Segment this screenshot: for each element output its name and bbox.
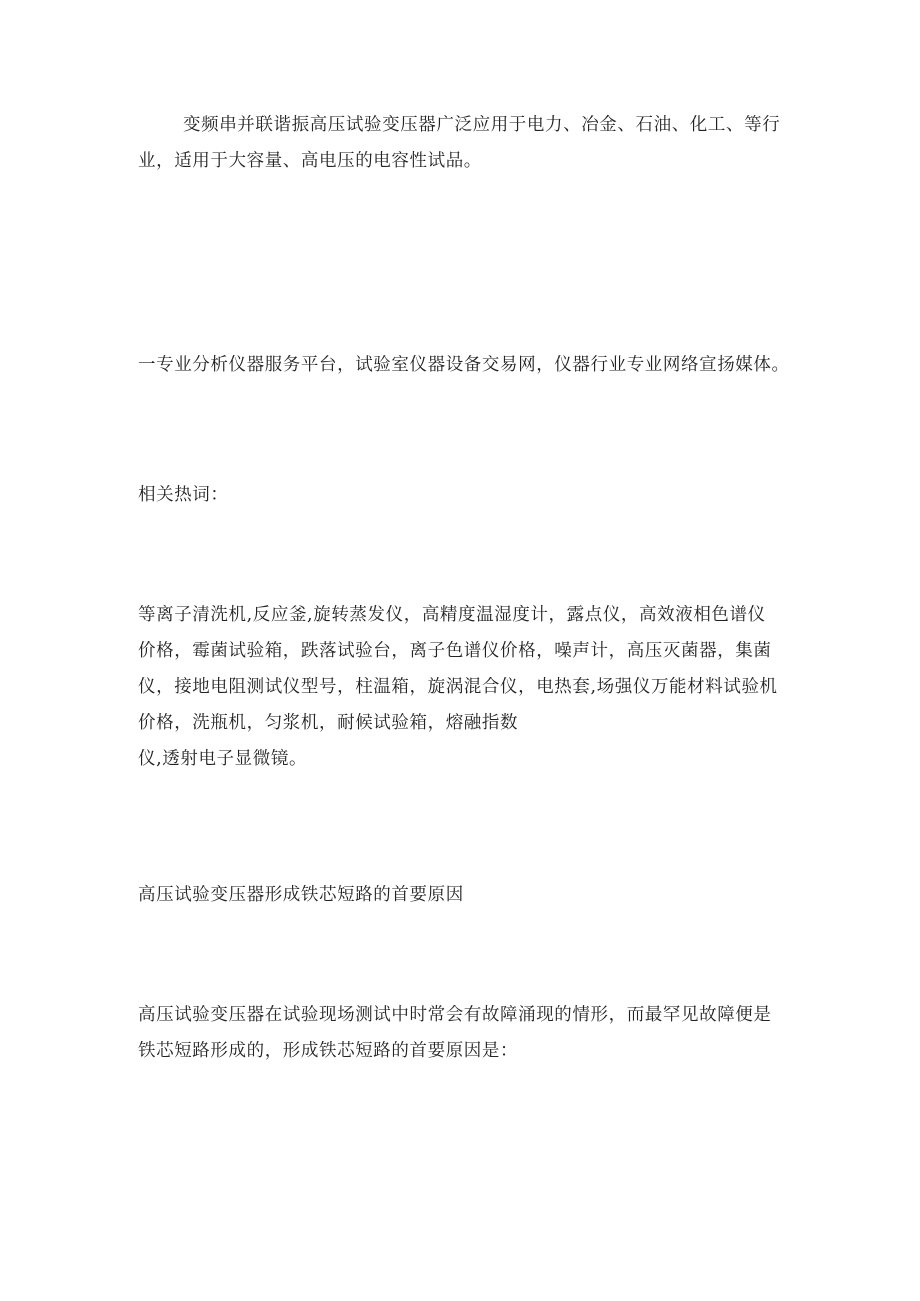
text-line: 等离子清洗机,反应釜,旋转蒸发仪，高精度温湿度计，露点仪，高效液相色谱仪 xyxy=(138,605,766,625)
hotwords-label xyxy=(138,477,806,513)
text-line: 高压试验变压器形成铁芯短路的首要原因 xyxy=(138,885,464,905)
intro-paragraph xyxy=(138,107,806,179)
text-line: 铁芯短路形成的，形成铁芯短路的首要原因是： xyxy=(138,1041,519,1061)
text-line: 仪,透射电子显微镜。 xyxy=(138,749,308,769)
text-line: 仪，接地电阻测试仪型号，柱温箱，旋涡混合仪，电热套,场强仪万能材料试验机 xyxy=(138,677,778,697)
text-line: 一专业分析仪器服务平台，试验室仪器设备交易网，仪器行业专业网络宣扬媒体。 xyxy=(138,355,790,375)
text-line: 价格，洗瓶机，匀浆机，耐候试验箱，熔融指数 xyxy=(138,713,519,733)
text-line: 价格，霉菌试验箱，跌落试验台，离子色谱仪价格，噪声计，高压灭菌器，集菌 xyxy=(138,641,772,661)
section-heading xyxy=(138,877,806,913)
text-line: 变频串并联谐振高压试验变压器广泛应用于电力、冶金、石油、化工、等行 xyxy=(183,115,781,135)
text-line: 高压试验变压器在试验现场测试中时常会有故障涌现的情形，而最罕见故障便是 xyxy=(138,1005,772,1025)
text-line: 相关热词： xyxy=(138,485,229,505)
body-paragraph xyxy=(138,997,806,1069)
platform-paragraph xyxy=(138,347,806,383)
text-line: 业，适用于大容量、高电压的电容性试品。 xyxy=(138,151,482,171)
hotwords-paragraph xyxy=(138,597,806,777)
